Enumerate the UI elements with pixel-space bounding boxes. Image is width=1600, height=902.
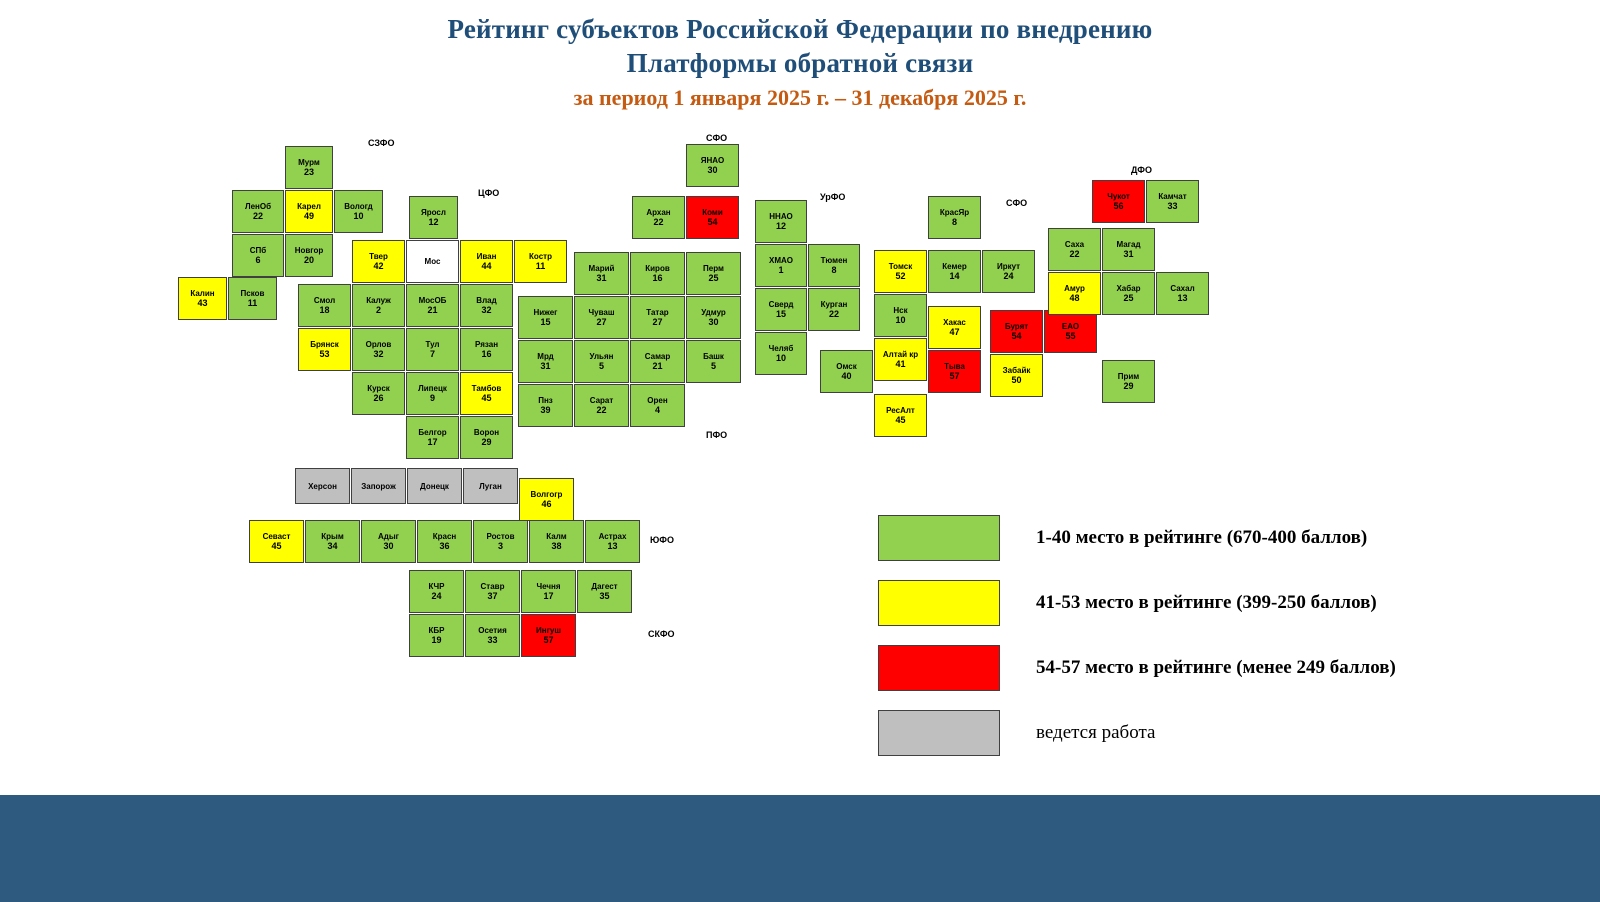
region-tile <box>521 614 576 657</box>
region-tile <box>285 146 333 189</box>
region-name: Сахал <box>1170 284 1195 293</box>
region-rank: 45 <box>481 393 492 403</box>
region-rank: 20 <box>303 255 314 265</box>
region-tile <box>463 468 518 504</box>
legend-label: ведется работа <box>1036 722 1156 743</box>
region-tile <box>1146 180 1199 223</box>
region-tile <box>755 244 807 287</box>
region-rank: 23 <box>303 167 314 177</box>
region-tile <box>1092 180 1145 223</box>
region-name: Ворон <box>473 428 500 437</box>
region-name: Астрах <box>598 532 627 541</box>
region-tile <box>1102 228 1155 271</box>
region-name: Сарат <box>589 396 614 405</box>
region-tile <box>298 328 351 371</box>
region-rank: 22 <box>1069 249 1080 259</box>
region-name: Орен <box>647 396 668 405</box>
region-name: Удмур <box>701 308 726 317</box>
region-name: КЧР <box>428 582 445 591</box>
region-name: ЛенОб <box>244 202 272 211</box>
region-tile <box>519 478 574 521</box>
region-name: Забайк <box>1002 366 1031 375</box>
title-block <box>0 12 1600 113</box>
region-name: Алтай кр <box>882 350 919 359</box>
region-name: Прим <box>1117 372 1140 381</box>
region-name: ННАО <box>769 212 793 221</box>
region-name: Амур <box>1064 284 1085 293</box>
region-name: Адыг <box>377 532 400 541</box>
region-rank: 15 <box>540 317 551 327</box>
region-rank: 30 <box>383 541 394 551</box>
region-name: Хабар <box>1116 284 1141 293</box>
region-rank: 55 <box>1065 331 1076 341</box>
region-rank: 25 <box>708 273 719 283</box>
region-tile <box>228 277 277 320</box>
region-rank: 9 <box>429 393 435 403</box>
legend-label: 41-53 место в рейтинге (399-250 баллов) <box>1036 592 1377 613</box>
legend-label: 54-57 место в рейтинге (менее 249 баллов) <box>1036 657 1396 678</box>
region-name: Новгор <box>294 246 324 255</box>
region-name: Влад <box>476 296 497 305</box>
region-rank: 22 <box>828 309 839 319</box>
region-rank: 30 <box>708 317 719 327</box>
region-tile <box>465 614 520 657</box>
region-name: Ульян <box>589 352 614 361</box>
region-tile <box>285 190 333 233</box>
region-tile <box>874 250 927 293</box>
region-tile <box>465 570 520 613</box>
region-tile <box>409 196 458 239</box>
region-rank: 10 <box>895 315 906 325</box>
region-rank: 27 <box>596 317 607 327</box>
region-name: МосОБ <box>418 296 447 305</box>
region-tile <box>518 296 573 339</box>
region-name: Томск <box>888 262 913 271</box>
region-tile <box>514 240 567 283</box>
region-tile <box>574 340 629 383</box>
region-rank: 57 <box>949 371 960 381</box>
region-rank: 11 <box>247 298 258 308</box>
region-tile <box>334 190 383 233</box>
region-tile <box>928 306 981 349</box>
region-name: Мурм <box>298 158 320 167</box>
region-rank: 22 <box>653 217 664 227</box>
region-rank: 50 <box>1011 375 1022 385</box>
region-tile <box>755 288 807 331</box>
region-rank: 13 <box>1177 293 1188 303</box>
region-name: Кемер <box>942 262 967 271</box>
region-rank: 22 <box>252 211 263 221</box>
legend-swatch <box>878 580 1000 626</box>
region-rank: 26 <box>373 393 384 403</box>
region-name: Архан <box>646 208 671 217</box>
region-name: Ростов <box>486 532 515 541</box>
region-name: РесАлт <box>886 406 915 415</box>
region-name: Курган <box>820 300 848 309</box>
region-tile <box>928 196 981 239</box>
region-name: Псков <box>240 289 265 298</box>
region-name: ЕАО <box>1061 322 1080 331</box>
region-tile <box>630 384 685 427</box>
region-name: Башк <box>703 352 724 361</box>
region-rank: 46 <box>541 499 552 509</box>
region-name: ХМАО <box>769 256 793 265</box>
federal-district-label: ПФО <box>706 430 728 440</box>
region-name: Костр <box>529 252 552 261</box>
region-rank: 6 <box>255 255 261 265</box>
region-rank: 7 <box>429 349 435 359</box>
region-tile <box>686 296 741 339</box>
region-name: Марий <box>588 264 615 273</box>
region-rank: 5 <box>598 361 604 371</box>
region-tile <box>874 338 927 381</box>
region-rank: 52 <box>895 271 906 281</box>
region-rank: 12 <box>775 221 786 231</box>
region-rank: 42 <box>373 261 384 271</box>
footer-bar <box>0 795 1600 902</box>
region-rank: 15 <box>775 309 786 319</box>
region-rank: 44 <box>481 261 492 271</box>
region-rank: 47 <box>949 327 960 337</box>
region-rank: 12 <box>428 217 439 227</box>
region-tile <box>409 570 464 613</box>
region-name: Пнз <box>538 396 553 405</box>
region-tile <box>630 340 685 383</box>
federal-district-label: СКФО <box>648 629 675 639</box>
region-tile <box>406 372 459 415</box>
region-rank: 37 <box>487 591 498 601</box>
region-tile <box>928 250 981 293</box>
region-rank: 36 <box>439 541 450 551</box>
region-tile <box>351 468 406 504</box>
region-tile <box>574 384 629 427</box>
legend-swatch <box>878 710 1000 756</box>
region-name: Челяб <box>768 344 794 353</box>
region-tile <box>352 284 405 327</box>
region-name: Калм <box>546 532 567 541</box>
region-rank: 17 <box>427 437 438 447</box>
region-name: Хакас <box>943 318 966 327</box>
region-tile <box>686 144 739 187</box>
region-name: Запорож <box>361 481 396 491</box>
region-rank: 40 <box>841 371 852 381</box>
region-tile <box>460 328 513 371</box>
region-name: Белгор <box>418 428 447 437</box>
region-tile <box>352 328 405 371</box>
region-rank: 8 <box>951 217 957 227</box>
region-name: Самар <box>644 352 671 361</box>
region-tile <box>808 244 860 287</box>
region-rank: 16 <box>652 273 663 283</box>
page-subtitle: за период 1 января 2025 г. – 31 декабря 2025 г. <box>573 85 1027 110</box>
region-tile <box>460 284 513 327</box>
region-rank: 19 <box>431 635 442 645</box>
region-name: Чукот <box>1107 192 1130 201</box>
region-tile <box>1102 272 1155 315</box>
region-rank: 54 <box>707 217 718 227</box>
region-name: Саха <box>1064 240 1085 249</box>
region-tile <box>755 200 807 243</box>
region-rank: 10 <box>775 353 786 363</box>
region-rank: 49 <box>303 211 314 221</box>
region-name: Ингуш <box>535 626 562 635</box>
region-rank: 24 <box>1003 271 1014 281</box>
legend-swatch <box>878 515 1000 561</box>
region-tile <box>305 520 360 563</box>
region-rank: 14 <box>949 271 960 281</box>
region-name: Осетия <box>478 626 507 635</box>
region-rank: 21 <box>652 361 663 371</box>
region-rank: 38 <box>551 541 562 551</box>
region-rank: 10 <box>353 211 364 221</box>
region-tile <box>295 468 350 504</box>
region-name: КБР <box>428 626 445 635</box>
region-tile <box>1102 360 1155 403</box>
region-tile <box>406 284 459 327</box>
region-rank: 43 <box>197 298 208 308</box>
region-name: Тыва <box>944 362 965 371</box>
region-tile <box>473 520 528 563</box>
region-tile <box>417 520 472 563</box>
region-tile <box>585 520 640 563</box>
legend-row <box>878 580 1377 626</box>
legend-label: 1-40 место в рейтинге (670-400 баллов) <box>1036 527 1368 548</box>
region-rank: 22 <box>596 405 607 415</box>
federal-district-label: ЦФО <box>478 188 500 198</box>
region-name: Севаст <box>262 532 291 541</box>
region-tile <box>630 296 685 339</box>
region-tile <box>409 614 464 657</box>
region-name: Тул <box>425 340 440 349</box>
federal-district-label: СЗФО <box>368 138 395 148</box>
region-rank: 31 <box>540 361 551 371</box>
region-name: Иркут <box>996 262 1021 271</box>
region-name: Крым <box>321 532 344 541</box>
region-rank: 33 <box>1167 201 1178 211</box>
legend-row <box>878 710 1155 756</box>
region-tile <box>232 190 284 233</box>
region-tile <box>1048 272 1101 315</box>
region-name: Тамбов <box>471 384 502 393</box>
region-tile <box>406 240 459 283</box>
region-rank: 4 <box>654 405 660 415</box>
region-tile <box>574 252 629 295</box>
region-rank: 45 <box>271 541 282 551</box>
region-name: Карел <box>297 202 321 211</box>
region-name: Чечня <box>536 582 561 591</box>
region-rank: 29 <box>481 437 492 447</box>
federal-district-label: СФО <box>1006 198 1028 208</box>
region-tile <box>518 340 573 383</box>
region-rank: 5 <box>710 361 716 371</box>
region-rank: 11 <box>535 261 546 271</box>
region-rank: 25 <box>1123 293 1134 303</box>
region-tile <box>982 250 1035 293</box>
region-name: Смол <box>313 296 336 305</box>
region-name: КрасЯр <box>939 208 970 217</box>
region-tile <box>928 350 981 393</box>
region-rank: 39 <box>540 405 551 415</box>
region-name: Липецк <box>418 384 447 393</box>
region-tile <box>630 252 685 295</box>
region-tile <box>574 296 629 339</box>
region-rank: 32 <box>481 305 492 315</box>
region-name: Луган <box>479 481 502 491</box>
region-name: Курск <box>367 384 390 393</box>
region-tile <box>874 294 927 337</box>
region-name: Чуваш <box>588 308 615 317</box>
region-tile <box>285 234 333 277</box>
federal-district-label: ДФО <box>1131 165 1152 175</box>
region-tile <box>460 372 513 415</box>
region-rank: 18 <box>319 305 330 315</box>
region-rank: 1 <box>778 265 784 275</box>
region-name: Бурят <box>1004 322 1029 331</box>
federal-district-label: УрФО <box>820 192 846 202</box>
region-name: Херсон <box>308 481 337 491</box>
region-name: Тюмен <box>820 256 848 265</box>
region-name: Магад <box>1116 240 1141 249</box>
region-name: СПб <box>249 246 267 255</box>
region-rank: 33 <box>487 635 498 645</box>
region-tile <box>686 340 741 383</box>
region-tile <box>529 520 584 563</box>
legend-row <box>878 645 1396 691</box>
region-tile <box>686 252 741 295</box>
legend-swatch <box>878 645 1000 691</box>
region-tile <box>808 288 860 331</box>
region-tile <box>874 394 927 437</box>
region-name: Киров <box>645 264 670 273</box>
legend-row <box>878 515 1367 561</box>
region-name: Перм <box>703 264 724 273</box>
region-rank: 8 <box>831 265 837 275</box>
region-name: Волгогр <box>530 490 563 499</box>
region-rank: 21 <box>427 305 438 315</box>
region-name: Дагест <box>591 582 618 591</box>
region-rank: 3 <box>497 541 503 551</box>
region-tile <box>990 310 1043 353</box>
region-name: Мрд <box>537 352 554 361</box>
region-rank: 35 <box>599 591 610 601</box>
region-tile <box>820 350 873 393</box>
region-rank: 57 <box>543 635 554 645</box>
region-tile <box>406 416 459 459</box>
region-name: Камчат <box>1158 192 1187 201</box>
region-tile <box>407 468 462 504</box>
region-rank: 31 <box>1123 249 1134 259</box>
region-name: Сверд <box>768 300 794 309</box>
region-tile <box>406 328 459 371</box>
region-rank: 41 <box>895 359 906 369</box>
region-rank: 56 <box>1113 201 1124 211</box>
region-rank: 27 <box>652 317 663 327</box>
region-tile <box>1048 228 1101 271</box>
page-title-line-1: Рейтинг субъектов Российской Федерации по внедрению <box>447 14 1153 44</box>
region-name: Яросл <box>421 208 446 217</box>
region-tile <box>249 520 304 563</box>
federal-district-label: ЮФО <box>650 535 674 545</box>
region-name: Мос <box>424 257 441 266</box>
region-tile <box>232 234 284 277</box>
region-name: ЯНАО <box>700 156 725 165</box>
region-tile <box>298 284 351 327</box>
region-tile <box>1044 310 1097 353</box>
region-tile <box>352 372 405 415</box>
region-tile <box>686 196 739 239</box>
region-name: Иван <box>476 252 497 261</box>
region-tile <box>990 354 1043 397</box>
region-name: Ставр <box>480 582 505 591</box>
region-rank: 24 <box>431 591 442 601</box>
region-tile <box>1156 272 1209 315</box>
region-tile <box>460 240 513 283</box>
region-rank: 30 <box>707 165 718 175</box>
region-rank: 2 <box>375 305 381 315</box>
region-tile <box>361 520 416 563</box>
region-tile <box>521 570 576 613</box>
region-rank: 34 <box>327 541 338 551</box>
region-name: Калин <box>190 289 215 298</box>
region-name: Коми <box>702 208 723 217</box>
region-tile <box>352 240 405 283</box>
region-rank: 17 <box>543 591 554 601</box>
region-rank: 48 <box>1069 293 1080 303</box>
region-rank: 54 <box>1011 331 1022 341</box>
region-rank: 32 <box>373 349 384 359</box>
page-title-line-2: Платформы обратной связи <box>626 48 974 78</box>
region-name: Нижег <box>533 308 558 317</box>
region-name: Нск <box>893 306 908 315</box>
region-tile <box>577 570 632 613</box>
region-rank: 45 <box>895 415 906 425</box>
region-rank: 53 <box>319 349 330 359</box>
region-tile <box>518 384 573 427</box>
region-name: Красн <box>432 532 457 541</box>
region-rank: 31 <box>596 273 607 283</box>
region-name: Вологд <box>344 202 373 211</box>
region-tile <box>460 416 513 459</box>
region-name: Омск <box>836 362 857 371</box>
federal-district-label: СФО <box>706 133 728 143</box>
region-rank: 13 <box>607 541 618 551</box>
region-tile <box>632 196 685 239</box>
region-name: Брянск <box>310 340 339 349</box>
region-rank: 16 <box>481 349 492 359</box>
region-tile <box>178 277 227 320</box>
region-name: Донецк <box>420 481 449 491</box>
region-name: Рязан <box>474 340 499 349</box>
region-name: Твер <box>369 252 388 261</box>
region-name: Орлов <box>365 340 392 349</box>
region-rank: 29 <box>1123 381 1134 391</box>
region-tile <box>755 332 807 375</box>
region-name: Татар <box>646 308 669 317</box>
region-name: Калуж <box>366 296 391 305</box>
